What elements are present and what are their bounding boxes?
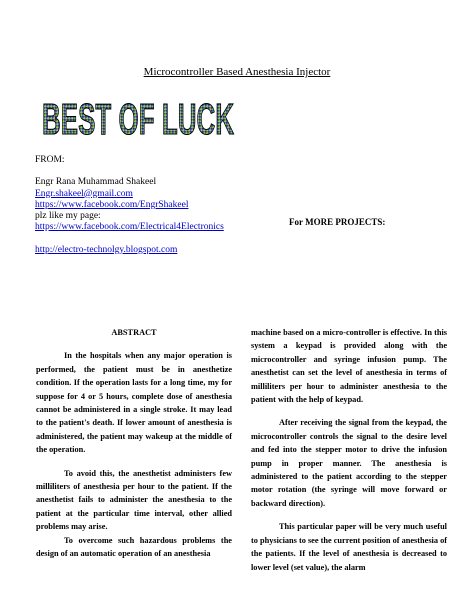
abstract-paragraph: machine based on a micro-controller is effective. In this system a keypad is provided along with the microcontroller and syringe infusion pump. The anesthetist can set the level of anesthesia in terms of milliliters per hour to administer anesthesia to the patient with the help of keypad. bbox=[251, 328, 447, 405]
email-link[interactable]: Engr.shakeel@gmail.com bbox=[35, 188, 133, 199]
abstract-right-column bbox=[251, 326, 447, 574]
facebook-link-1[interactable]: https://www.facebook.com/EngrShakeel bbox=[35, 199, 189, 210]
from-label: FROM: bbox=[35, 155, 65, 165]
abstract-paragraph: In the hospitals when any major operation is performed, the patient must be in anesthetize condition. If the operation lasts for a long time, my for suppose for 4 or 5 hours, complete dose of anesthesia cannot be administered in a single stroke. It may lead to the patient's death. If lower amount of anesthesia is administered, the patient may wakeup at the middle of the operation. bbox=[36, 351, 232, 455]
abstract-heading: ABSTRACT bbox=[111, 328, 157, 337]
author-name: Engr Rana Muhammad Shakeel bbox=[35, 177, 157, 188]
abstract-paragraph: To avoid this, the anesthetist administers few milliliters of anesthesia per hour to the patient. If the anesthetist fails to administer the anesthesia to the patient at the particular time interval, other allied problems may arise. bbox=[36, 468, 232, 532]
abstract-paragraph: To overcome such hazardous problems the design of an automatic operation of an anesthesia bbox=[36, 535, 232, 559]
facebook-link-2[interactable]: https://www.facebook.com/Electrical4Electronics bbox=[35, 222, 224, 233]
abstract-paragraph: After receiving the signal from the keypad, the microcontroller controls the signal to the desire level and fed into the stepper motor to drive the infusion pump in proper manner. The anesthesia is administered to the patient according to the stepper motor rotation (the syringe will move forward or backward direction). bbox=[251, 418, 447, 508]
document-title: Microcontroller Based Anesthesia Injector bbox=[143, 66, 331, 78]
wordart-graphic bbox=[40, 92, 236, 144]
best-of-luck-wordart bbox=[40, 92, 236, 144]
blog-link[interactable]: http://electro-technolgy.blogspot.com bbox=[35, 244, 178, 255]
like-page-text: plz like my page: bbox=[35, 211, 101, 222]
contact-block bbox=[35, 155, 224, 256]
abstract-paragraph: This particular paper will be very much useful to physicians to see the current position of anesthesia of the patients. If the level of anesthesia is decreased to lower level (set value), the alarm bbox=[251, 522, 447, 572]
more-projects-label: For MORE PROJECTS: bbox=[289, 217, 386, 227]
abstract-left-column bbox=[36, 326, 232, 561]
wordart-text: BEST OF LUCK bbox=[42, 95, 235, 144]
